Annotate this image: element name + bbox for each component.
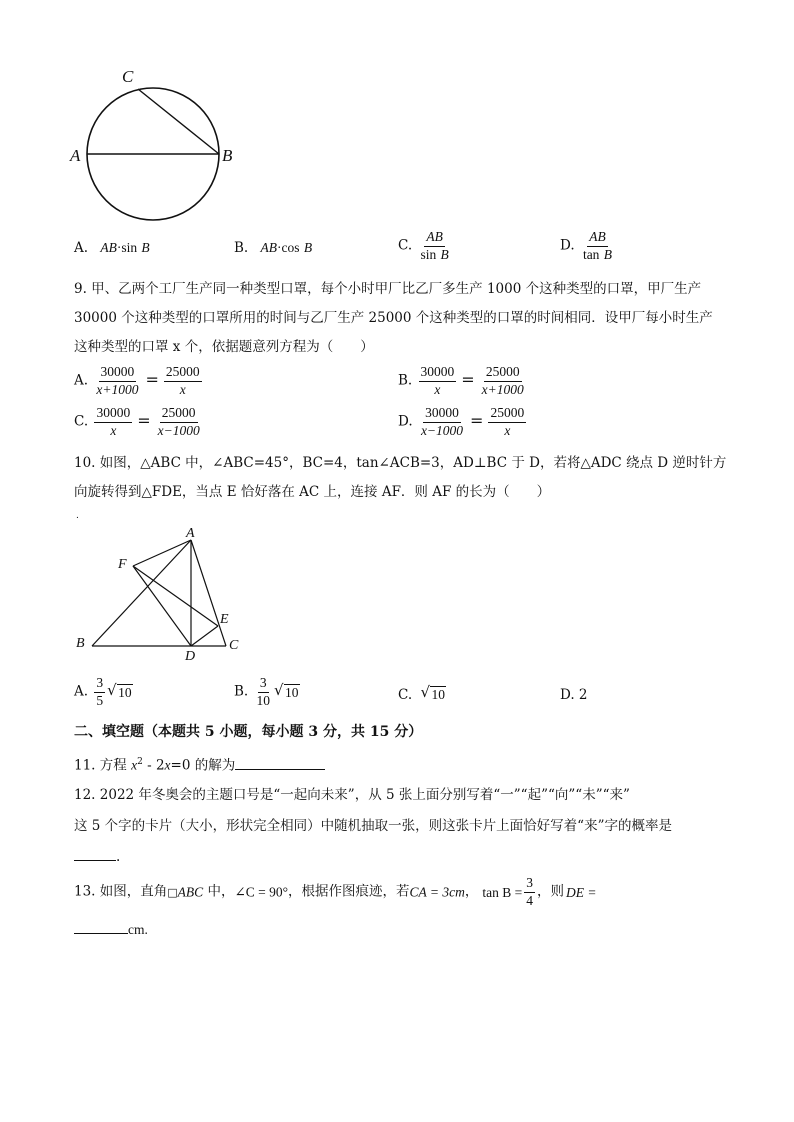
- frac-denominator: 10: [256, 692, 271, 708]
- q11-middle: - 2: [142, 757, 165, 774]
- frac-denominator: x−1000: [157, 422, 200, 438]
- answer-blank[interactable]: [74, 933, 128, 934]
- frac-numerator: 3: [94, 676, 105, 693]
- option-label: A.: [74, 683, 89, 700]
- radicand: 10: [431, 687, 445, 702]
- q9-option-c[interactable]: [74, 406, 204, 439]
- frac-numerator: 3: [524, 876, 535, 893]
- option-label: B.: [234, 240, 249, 256]
- q8-option-d[interactable]: [560, 230, 616, 263]
- frac-numerator: 25000: [484, 365, 522, 382]
- answer-blank[interactable]: [235, 769, 325, 770]
- frac-denominator: 5: [96, 692, 104, 708]
- triangle-abc: ABC: [177, 884, 204, 900]
- frac-denominator: x+1000: [481, 381, 524, 397]
- frac-numerator: 3: [258, 676, 269, 693]
- radicand: 10: [118, 685, 132, 701]
- fraction: [581, 230, 614, 263]
- section-2-heading: 二、填空题（本题共 5 小题，每小题 3 分，共 15 分）: [74, 724, 423, 740]
- segment-fa: [133, 540, 191, 566]
- sqrt-expression: [107, 681, 133, 701]
- equals-sign: =: [470, 410, 484, 430]
- frac-den-var: B: [603, 246, 612, 262]
- q11-line: [74, 758, 325, 773]
- fraction-left: [94, 406, 132, 439]
- equals-sign: =: [461, 369, 475, 389]
- ca-length: CA = 3cm: [409, 884, 465, 900]
- fraction: [255, 676, 273, 709]
- q9-option-d[interactable]: [398, 406, 528, 439]
- q10-option-a[interactable]: [74, 676, 133, 709]
- option-label: D.: [560, 237, 575, 254]
- frac-denominator: x+1000: [96, 381, 139, 397]
- fraction-right: [156, 406, 202, 439]
- frac-denominator: 4: [526, 892, 534, 908]
- sqrt-sign-icon: √: [107, 681, 117, 700]
- expr-b: B: [141, 240, 150, 255]
- q12-line-3: [74, 851, 120, 865]
- q10-label-c: C: [229, 638, 239, 653]
- fraction-right: [164, 365, 202, 398]
- var-x: x: [164, 757, 171, 773]
- q8-circle-figure: [60, 60, 260, 230]
- q8-label-b: B: [222, 146, 233, 165]
- equals-sign: =: [137, 410, 151, 430]
- option-label: C.: [74, 413, 89, 430]
- answer-blank[interactable]: [74, 860, 116, 861]
- expr-op: ·cos: [277, 240, 300, 255]
- q10-figure-dot: .: [76, 511, 79, 521]
- q10-label-a: A: [186, 526, 195, 541]
- expr-ab: AB: [100, 240, 117, 255]
- q10-option-c[interactable]: [398, 683, 446, 703]
- de-length: DE =: [566, 884, 597, 900]
- q9-option-b[interactable]: [398, 365, 528, 398]
- frac-numerator: 30000: [94, 406, 132, 423]
- q10-line-2: 向旋转得到△FDE，当点 E 恰好落在 AC 上，连接 AF．则 AF 的长为（ ）: [74, 484, 551, 500]
- q10-option-b[interactable]: [234, 676, 300, 709]
- frac-den-var: B: [440, 246, 449, 262]
- q10-label-b: B: [76, 636, 85, 651]
- q13-post: ，则: [537, 883, 565, 900]
- q10-option-d[interactable]: D. 2: [560, 687, 588, 703]
- q12-line-2: 这 5 个字的卡片（大小，形状完全相同）中随机抽取一张，则这张卡片上面恰好写着“来”字的概率是: [74, 818, 672, 834]
- q9-line-1: 9. 甲、乙两个工厂生产同一种类型口罩，每个小时甲厂比乙厂多生产 1000 个这种类型的口罩，甲厂生产: [74, 281, 702, 297]
- expr-op: ·sin: [116, 240, 138, 255]
- tan-fraction: [524, 876, 535, 909]
- q8-label-c: C: [122, 67, 134, 86]
- segment-fe: [133, 566, 218, 626]
- q11-suffix: =0 的解为: [170, 757, 236, 774]
- expr-b: B: [303, 240, 313, 255]
- q12-line-1: 12. 2022 年冬奥会的主题口号是“一起向未来”，从 5 张上面分别写着“一”“起”“向”“未”“来”: [74, 787, 630, 803]
- q12-end: .: [116, 849, 121, 865]
- q11-prefix: 11. 方程: [74, 757, 132, 774]
- frac-numerator: 25000: [488, 406, 526, 423]
- q9-line-3: 这种类型的口罩 x 个，依据题意列方程为（ ）: [74, 339, 374, 355]
- frac-numerator: AB: [587, 230, 608, 247]
- q8-option-c[interactable]: [398, 230, 453, 263]
- unit-cm: cm.: [128, 922, 148, 937]
- fraction: [94, 676, 105, 709]
- q10-line-1: 10. 如图，△ABC 中，∠ABC=45°，BC=4，tan∠ACB=3，AD⊥BC 于 D，若将△ADC 绕点 D 逆时针方: [74, 455, 727, 471]
- var-x: x: [131, 757, 138, 773]
- option-label: D.: [398, 413, 413, 430]
- q8-option-a[interactable]: [74, 241, 150, 256]
- q13-mid-1: 中，: [203, 883, 235, 900]
- option-label: A.: [74, 240, 89, 256]
- sqrt-expression: [274, 681, 300, 701]
- segment-de: [191, 626, 218, 646]
- q8-option-b[interactable]: [234, 241, 312, 256]
- frac-denominator: x: [504, 422, 511, 438]
- comma: ，: [464, 883, 479, 900]
- sqrt-sign-icon: √: [420, 683, 430, 701]
- frac-numerator: 25000: [164, 365, 202, 382]
- q13-line-1: [74, 876, 597, 909]
- q10-label-f: F: [118, 557, 127, 572]
- frac-denominator: x: [179, 381, 186, 397]
- expr-ab: AB: [260, 240, 278, 255]
- frac-den-fn: tan: [582, 246, 600, 262]
- segment-ac: [191, 540, 226, 646]
- segment-fd: [133, 566, 191, 646]
- fraction-left: [94, 365, 140, 398]
- q10-triangle-figure: [80, 525, 250, 665]
- option-label: C.: [398, 237, 413, 254]
- segment-ba: [92, 540, 191, 646]
- q10-label-d: D: [185, 649, 196, 664]
- equals-sign: =: [145, 369, 159, 389]
- option-label: B.: [234, 683, 249, 700]
- option-label: B.: [398, 372, 413, 389]
- q10-label-e: E: [220, 612, 229, 627]
- frac-den-fn: sin: [420, 246, 437, 262]
- q13-prefix: 13. 如图，直角: [74, 883, 168, 900]
- radicand: 10: [285, 685, 299, 701]
- frac-numerator: 30000: [423, 406, 461, 423]
- q8-label-a: A: [70, 146, 81, 165]
- fraction-left: [419, 406, 465, 439]
- fraction-left: [419, 365, 457, 398]
- frac-numerator: AB: [424, 230, 445, 247]
- q9-line-2: 30000 个这种类型的口罩所用的时间与乙厂生产 25000 个这种类型的口罩的时间相同．设甲厂每小时生产: [74, 310, 713, 326]
- tan-b: tan B =: [482, 884, 523, 900]
- frac-numerator: 30000: [99, 365, 137, 382]
- q13-line-2: [74, 923, 148, 938]
- fraction-right: [488, 406, 526, 439]
- q9-option-a[interactable]: [74, 365, 204, 398]
- frac-denominator: x−1000: [420, 422, 464, 438]
- fraction: [418, 230, 450, 263]
- sqrt-expression: [420, 683, 446, 703]
- angle-c: ∠C = 90°: [234, 884, 289, 900]
- exponent: 2: [137, 757, 143, 767]
- frac-numerator: 25000: [160, 406, 198, 423]
- q13-mid-2: ，根据作图痕迹，若: [288, 883, 410, 900]
- option-label: C.: [398, 687, 413, 703]
- frac-denominator: x: [434, 381, 441, 397]
- chord-cb: [138, 89, 219, 154]
- frac-numerator: 30000: [419, 365, 457, 382]
- fraction-right: [480, 365, 526, 398]
- triangle-symbol-box-icon: □: [167, 885, 178, 899]
- frac-denominator: x: [110, 422, 117, 438]
- sqrt-sign-icon: √: [274, 681, 284, 700]
- option-label: A.: [74, 372, 89, 389]
